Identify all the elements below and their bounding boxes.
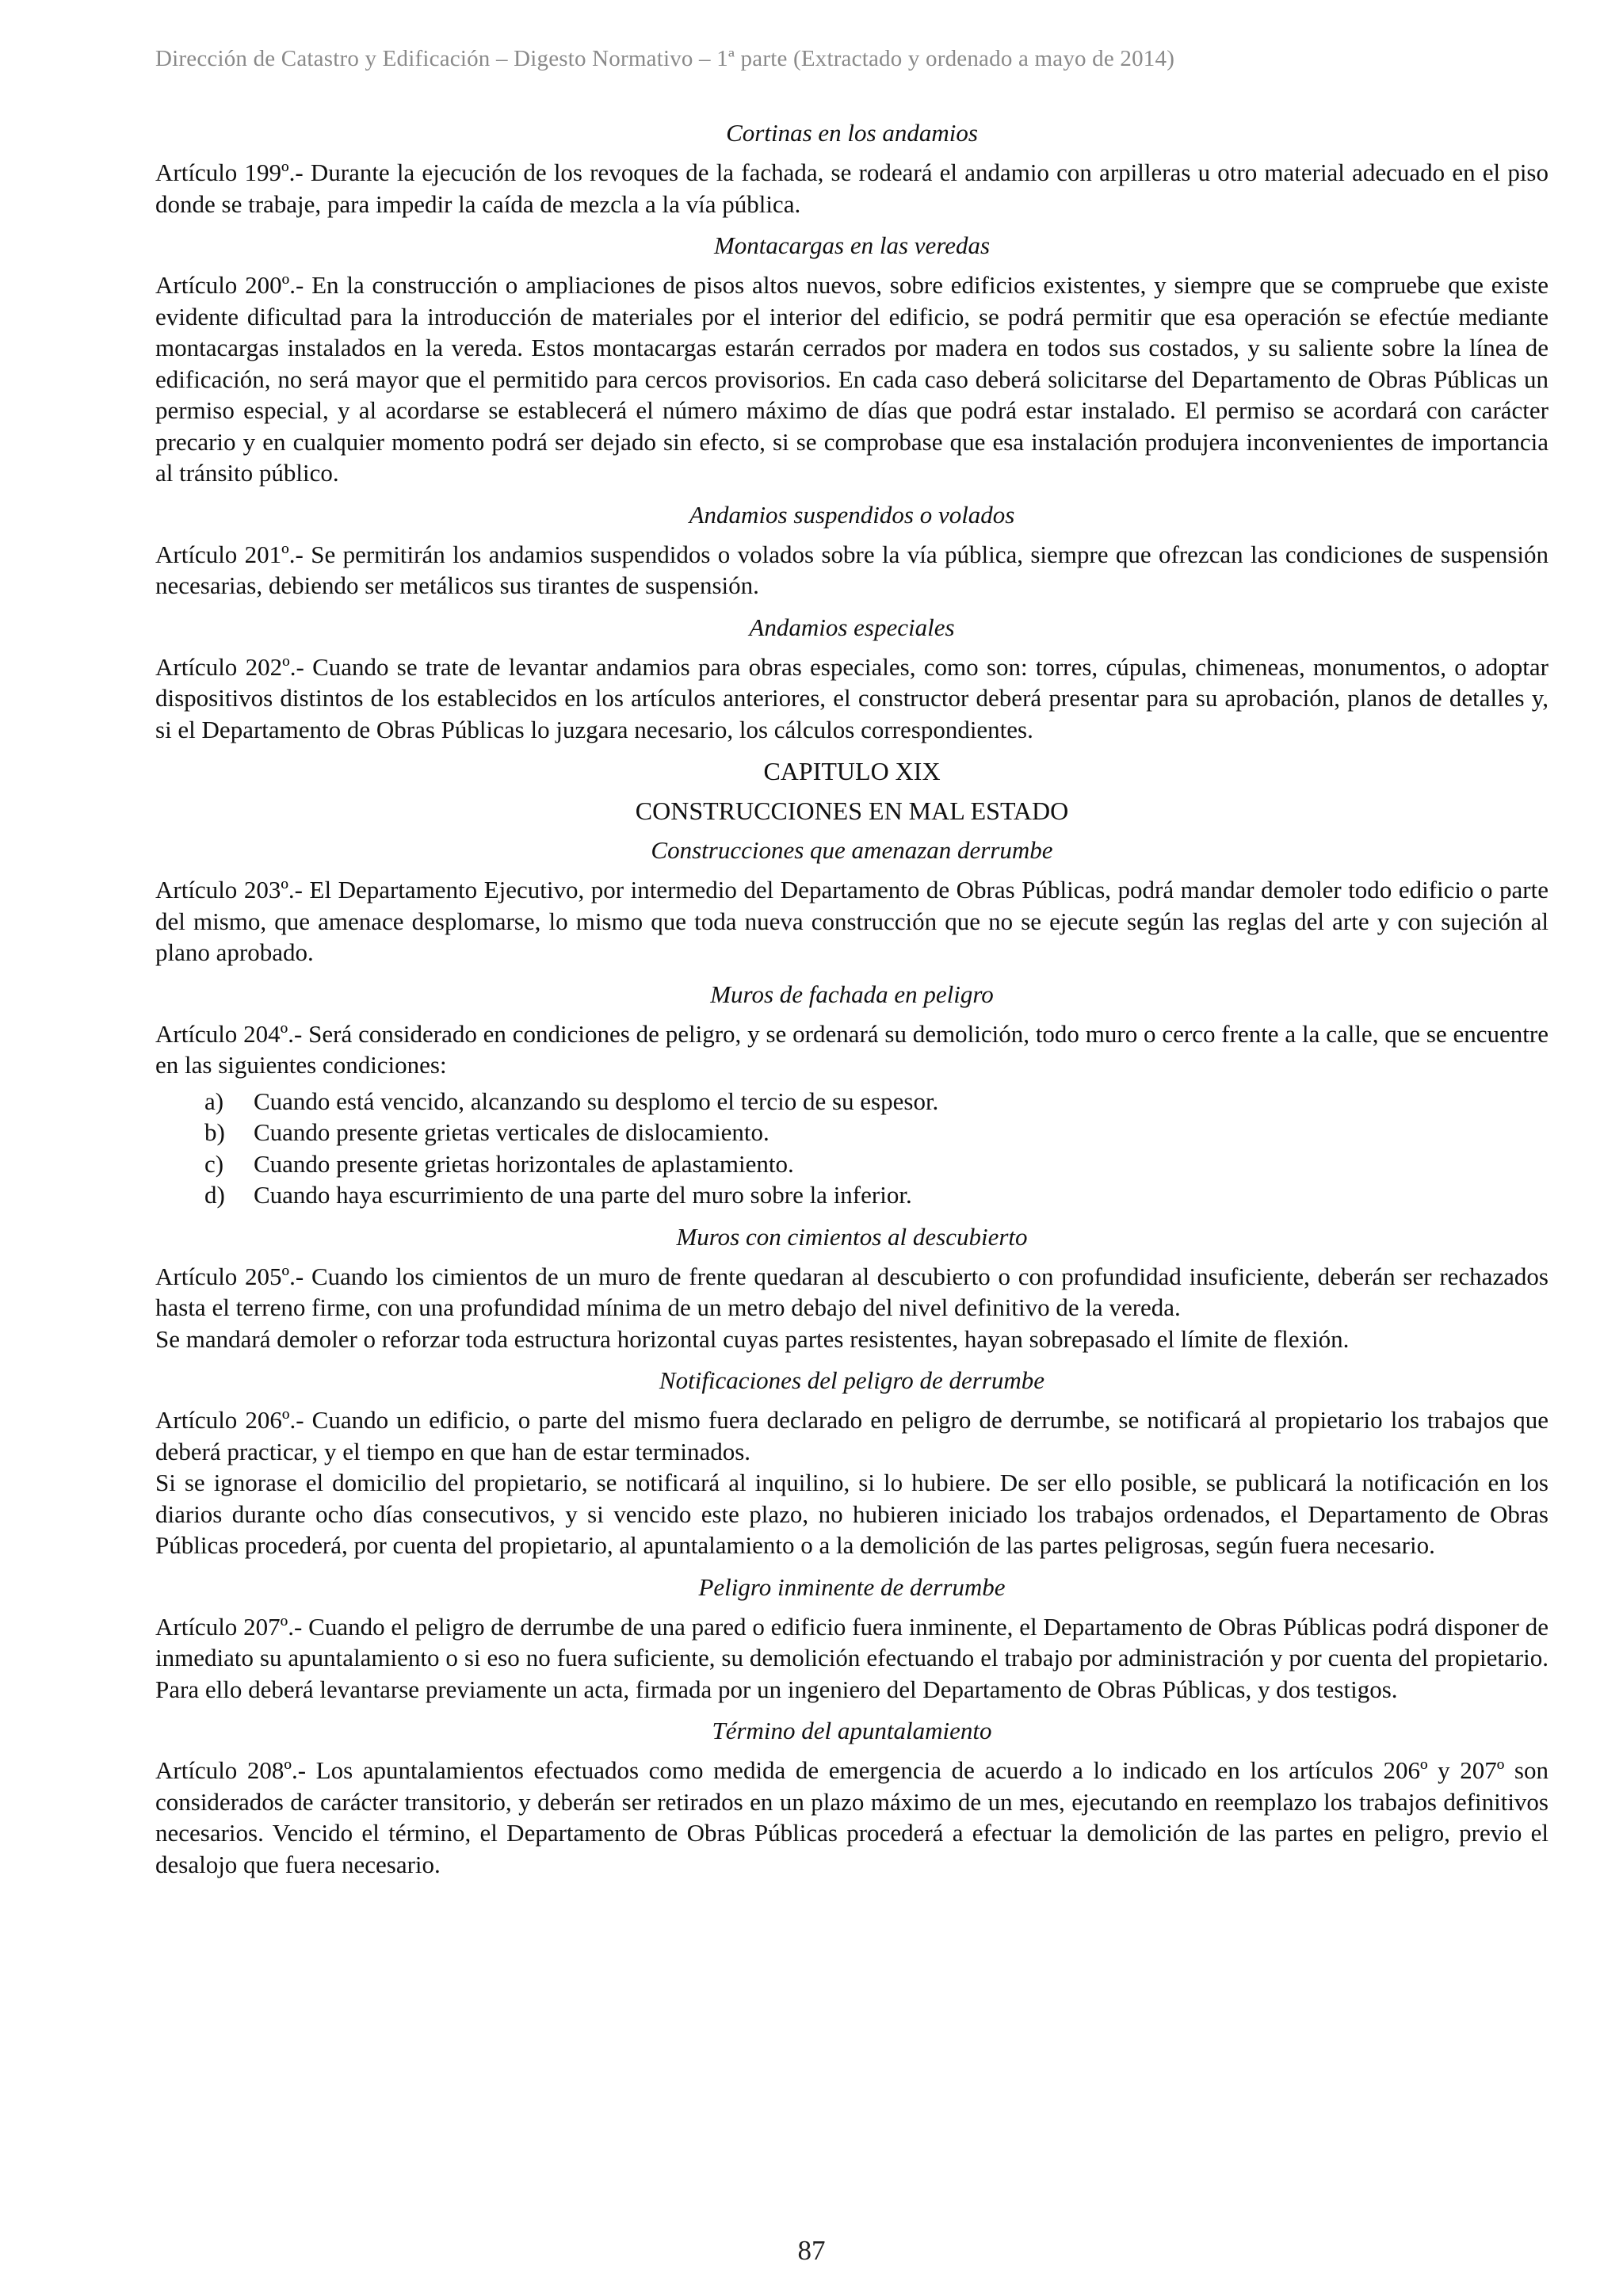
article-202: Artículo 202º.- Cuando se trate de levantar andamios para obras especiales, como son: torres, cúpulas, chimeneas, monumentos, o adoptar dispositivos distintos de los establecidos en los artículos anteriores, el constructor deberá presentar para su aprobación, planos de detalles y, si el Departamento de Obras Públicas lo juzgara necesario, los cálculos correspondientes. — [155, 652, 1549, 743]
section-title-202: Andamios especiales — [749, 613, 955, 641]
article-208: Artículo 208º.- Los apuntalamientos efectuados como medida de emergencia de acuerdo a lo indicado en los artículos 206º y 207º son considerados de carácter transitorio, y deberán ser retirados en un plazo máximo de un mes, ejecutando en reemplazo los trabajos definitivos necesarios. Vencido el término, el Departamento de Obras Públicas procederá a efectuar la demolición de las partes en peligro, previo el desalojo que fuera necesario. — [155, 1756, 1549, 1878]
list-item-text: Cuando presente grietas verticales de dislocamiento. — [254, 1118, 769, 1146]
section-title-205: Muros con cimientos al descubierto — [676, 1222, 1028, 1251]
list-item-text: Cuando está vencido, alcanzando su desplomo el tercio de su espesor. — [254, 1087, 939, 1115]
document-body — [155, 117, 1549, 1890]
article-207: Artículo 207º.- Cuando el peligro de derrumbe de una pared o edificio fuera inminente, el Departamento de Obras Públicas podrá disponer de inmediato su apuntalamiento o si eso no fuera suficiente, su demolición efectuando el trabajo por administración y por cuenta del propietario. Para ello deberá levantarse previamente un acta, firmada por un ingeniero del Departamento de Obras Públicas, y dos testigos. — [155, 1612, 1549, 1703]
list-item — [155, 1086, 1549, 1117]
chapter-title: CONSTRUCCIONES EN MAL ESTADO — [635, 797, 1069, 825]
list-item-letter: d) — [204, 1181, 225, 1209]
list-item — [155, 1117, 1549, 1148]
article-203: Artículo 203º.- El Departamento Ejecutivo, por intermedio del Departamento de Obras Públicas, podrá mandar demoler todo edificio o parte del mismo, que amenace desplomarse, lo mismo que toda nueva construcción que no se ejecute según las reglas del arte y con sujeción al plano aprobado. — [155, 876, 1549, 966]
article-205: Artículo 205º.- Cuando los cimientos de un muro de frente quedaran al descubierto o con profundidad insuficiente, deberán ser rechazados hasta el terreno firme, con una profundidad mínima de un metro debajo del nivel definitivo de la vereda. — [155, 1262, 1549, 1321]
article-200: Artículo 200º.- En la construcción o ampliaciones de pisos altos nuevos, sobre edificios existentes, y siempre que se compruebe que existe evidente dificultad para la introducción de materiales por el interior del edificio, se podrá permitir que esa operación se efectúe mediante montacargas instalados en la vereda. Estos montacargas estarán cerrados por madera en todos sus costados, y su saliente sobre la línea de edificación, no será mayor que el permitido para cercos provisorios. En cada caso deberá solicitarse del Departamento de Obras Públicas un permiso especial, y al acordarse se establecerá el número máximo de días que podrá estar instalado. El permiso se acordará con carácter precario y en cualquier momento podrá ser dejado sin efecto, si se comprobase que esa instalación produjera inconvenientes de importancia al tránsito público. — [155, 271, 1549, 487]
list-item — [155, 1179, 1549, 1211]
article-199: Artículo 199º.- Durante la ejecución de los revoques de la fachada, se rodeará el andamio con arpilleras u otro material adecuado en el piso donde se trabaje, para impedir la caída de mezcla a la vía pública. — [155, 159, 1549, 218]
section-title-200: Montacargas en las veredas — [713, 231, 991, 259]
article-206: Artículo 206º.- Cuando un edificio, o parte del mismo fuera declarado en peligro de derrumbe, se notificará al propietario los trabajos que deberá practicar, y el tiempo en que han de estar terminados. — [155, 1406, 1549, 1465]
article-206-continued: Si se ignorase el domicilio del propietario, se notificará al inquilino, si lo hubiere. De ser ello posible, se publicará la notificación en los diarios durante ocho días consecutivos, y si vencido este plazo, no hubieren iniciado los trabajos ordenados, el Departamento de Obras Públicas procederá, por cuenta del propietario, al apuntalamiento o a la demolición de las partes peligrosas, según fuera necesario. — [155, 1469, 1549, 1559]
section-title-201: Andamios suspendidos o volados — [689, 500, 1015, 529]
list-item-letter: a) — [204, 1087, 224, 1115]
page-number: 87 — [797, 2235, 826, 2266]
section-title-199: Cortinas en los andamios — [726, 119, 978, 147]
article-204: Artículo 204º.- Será considerado en condiciones de peligro, y se ordenará su demolición, todo muro o cerco frente a la calle, que se encuentre en las siguientes condiciones: — [155, 1019, 1549, 1079]
list-item — [155, 1148, 1549, 1180]
chapter-number: CAPITULO XIX — [763, 757, 941, 785]
section-title-208: Término del apuntalamiento — [712, 1717, 992, 1744]
list-item-text: Cuando presente grietas horizontales de aplastamiento. — [254, 1149, 794, 1178]
conditions-list — [155, 1086, 1549, 1211]
section-title-206: Notificaciones del peligro de derrumbe — [659, 1366, 1045, 1394]
list-item-letter: b) — [204, 1118, 225, 1146]
article-201: Artículo 201º.- Se permitirán los andamios suspendidos o volados sobre la vía pública, siempre que ofrezcan las condiciones de suspensión necesarias, debiendo ser metálicos sus tirantes de suspensión. — [155, 540, 1549, 599]
list-item-letter: c) — [204, 1149, 224, 1178]
list-item-text: Cuando haya escurrimiento de una parte del muro sobre la inferior. — [254, 1181, 912, 1209]
section-title-207: Peligro inminente de derrumbe — [698, 1572, 1006, 1601]
article-205-continued: Se mandará demoler o reforzar toda estructura horizontal cuyas partes resistentes, hayan sobrepasado el límite de flexión. — [155, 1324, 1350, 1353]
running-header: Dirección de Catastro y Edificación – Digesto Normativo – 1ª parte (Extractado y ordenado a mayo de 2014) — [155, 46, 1175, 71]
section-title-204: Muros de fachada en peligro — [710, 980, 994, 1008]
section-title-203: Construcciones que amenazan derrumbe — [651, 836, 1053, 864]
